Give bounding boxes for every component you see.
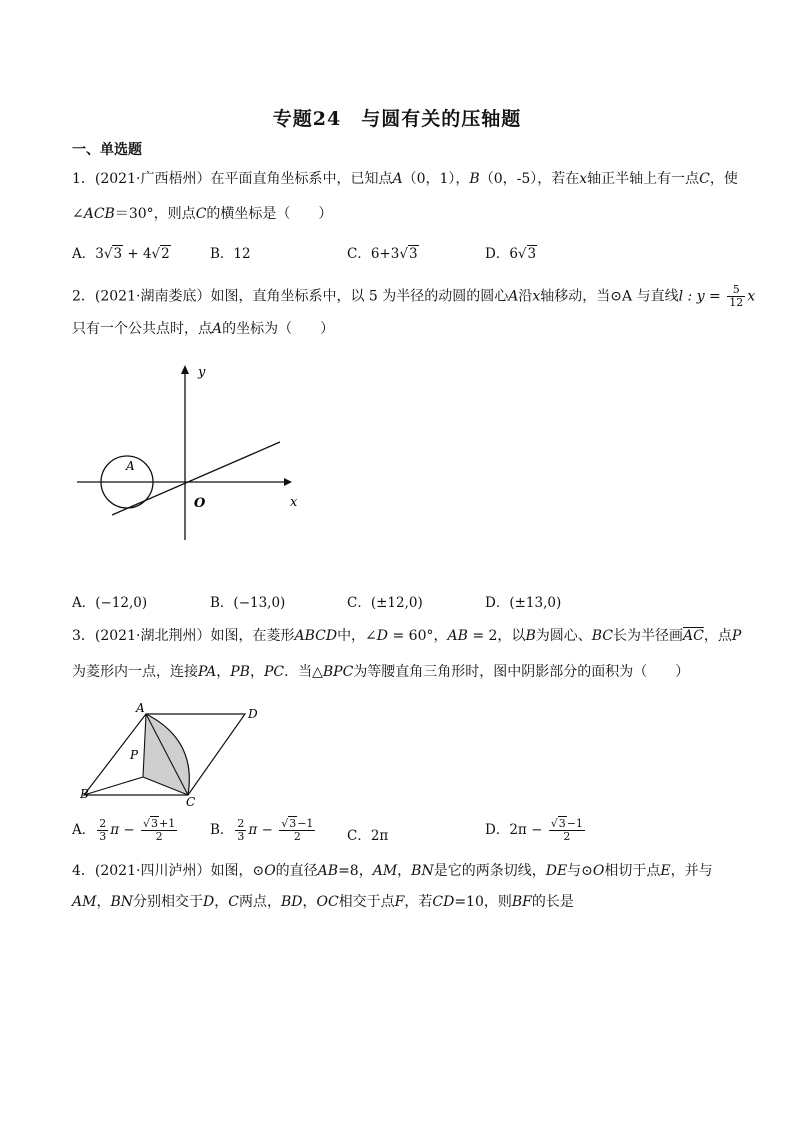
q3-option-a[interactable]: A． $\frac{2}{3}$ π − $\frac{√3+1}{2}$ <box>72 817 176 843</box>
q2-option-c[interactable]: C．(±12,0) <box>347 595 423 611</box>
q1-option-a[interactable]: A．3√3 + 4√2 <box>72 246 170 262</box>
y-axis-arrow <box>181 365 189 374</box>
label-c: C <box>186 795 196 809</box>
label-y: y <box>198 365 206 380</box>
q3-option-b[interactable]: B． $\frac{2}{3}$ π − $\frac{√3-1}{2}$ <box>210 817 314 843</box>
segment-pb <box>84 777 143 795</box>
label-b: B <box>80 787 89 801</box>
label-x: x <box>290 495 298 510</box>
shaded-region <box>143 714 189 795</box>
q2-option-d[interactable]: D．(±13,0) <box>485 595 562 611</box>
label-d: D <box>248 707 258 721</box>
label-o: O <box>194 496 206 511</box>
q1-option-c[interactable]: C．6+3√3 <box>347 246 418 262</box>
x-axis-arrow <box>284 478 292 486</box>
q2-line2: 只有一个公共点时，点A的坐标为（ ） <box>72 321 335 337</box>
q2-fraction: $\frac{5}{12}$ <box>729 283 744 309</box>
q3-option-d[interactable]: D．2π − $\frac{√3-1}{2}$ <box>485 817 583 843</box>
q2-figure <box>72 360 312 545</box>
label-a: A <box>126 459 135 473</box>
q2-option-a[interactable]: A．(−12,0) <box>72 595 148 611</box>
label-p: P <box>130 748 139 762</box>
q1-line1: 1．(2021·广西梧州）在平面直角坐标系中，已知点A（0，1），B（0，-5），若在x轴正半轴上有一点C，使 <box>72 171 738 187</box>
label-a: A <box>136 701 145 715</box>
q1-option-b[interactable]: B．12 <box>210 246 251 262</box>
q3-line2: 为菱形内一点，连接PA，PB，PC．当△BPC为等腰直角三角形时，图中阴影部分的面积为（ ） <box>72 664 690 680</box>
page-title: 专题24 与圆有关的压轴题 <box>272 108 522 130</box>
q4-line2: AM，BN分别相交于D，C两点，BD，OC相交于点F，若CD=10，则BF的长是 <box>72 894 574 910</box>
q4-line1: 4．(2021·四川泸州）如图，⊙O的直径AB=8，AM，BN是它的两条切线，DE与⊙O相切于点E，并与 <box>72 863 713 879</box>
q3-option-c[interactable]: C．2π <box>347 828 389 844</box>
q2-line1: 2．(2021·湖南娄底）如图，直角坐标系中，以 5 为半径的动圆的圆心A沿x轴移动，当⊙A 与直线l : y = $\frac{5}{12}$ x <box>72 283 756 309</box>
q3-line1: 3．(2021·湖北荆州）如图，在菱形ABCD中，∠D = 60°，AB = 2，以B为圆心、BC长为半径画$\overline{AC}$，点P <box>72 628 742 644</box>
q1-option-d[interactable]: D．6√3 <box>485 246 537 262</box>
q2-option-b[interactable]: B．(−13,0) <box>210 595 286 611</box>
q1-line2: ∠ACB＝30°，则点C的横坐标是（ ） <box>72 206 333 222</box>
section-heading: 一、单选题 <box>72 142 142 158</box>
q3-figure <box>72 700 272 810</box>
